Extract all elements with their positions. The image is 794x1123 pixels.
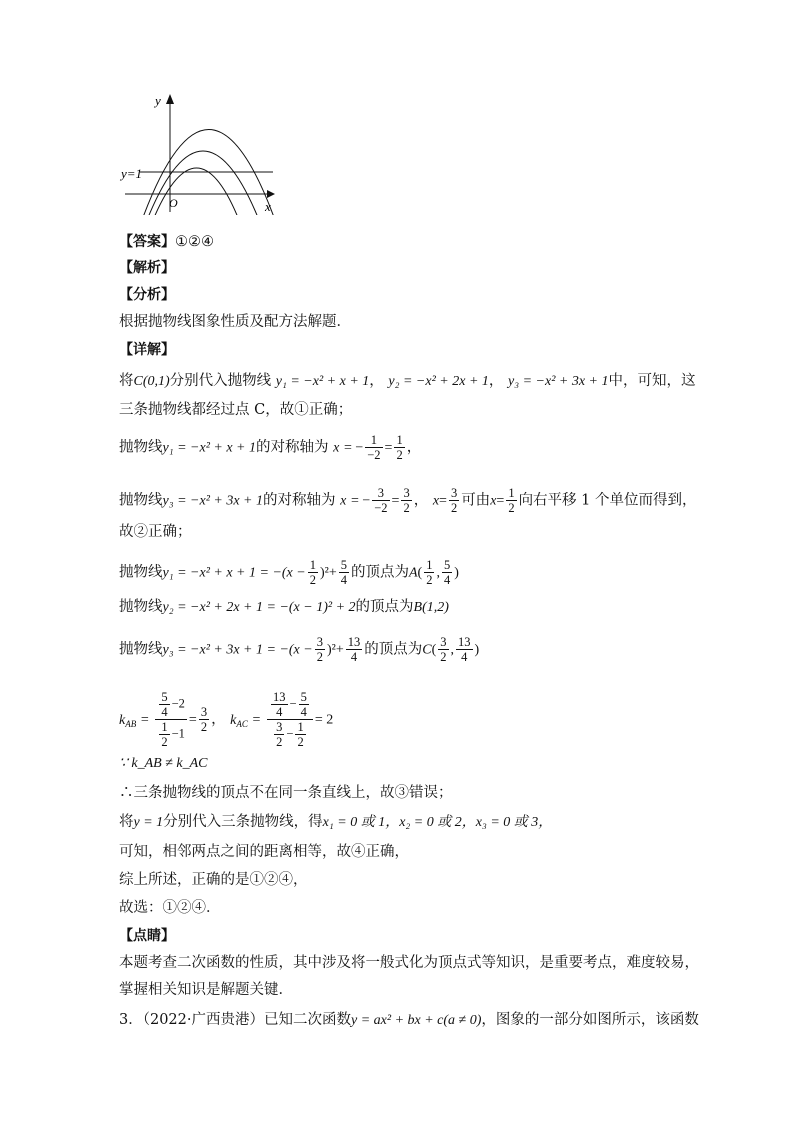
- fraction: $\frac{3}{2}$: [316, 635, 323, 664]
- detail-line-9-slopes: $k_{AB}$ = $\frac{5}{4}$ −2 $\frac{1}{2}$ −1 = $\frac{3}{2}$ ， $k_{AC}$ = $\frac{13}{4}$ − $\frac{5}{4}$ $\frac{3}{2}$ − $\frac{1}{2}$ = 2: [119, 690, 334, 749]
- detail-line-5: 故②正确；: [119, 524, 192, 540]
- fraction: $\frac{5}{4}$: [340, 558, 347, 587]
- detail-line-6: 抛物线y₁ = −x² + x + 1 = −(x − $\frac{1}{2}$ )²+ $\frac{5}{4}$ 的顶点为A( $\frac{1}{2}$ , $\frac{5}{4}$ ): [119, 558, 459, 587]
- origin-label: O: [169, 196, 178, 210]
- detail-line-12: 将y = 1分别代入三条抛物线，得x₁ = 0 或 1，x₂ = 0 或 2，x₃ = 0 或 3，: [119, 814, 553, 830]
- detail-line-7: 抛物线y₂ = −x² + 2x + 1 = −(x − 1)² + 2的顶点为B(1,2): [119, 599, 449, 615]
- detail-line-4: 抛物线y₃ = −x² + 3x + 1的对称轴为 x = − $\frac{3}{-2}$ = $\frac{3}{2}$ ， x= $\frac{3}{2}$ 可由x= $\frac{1}{2}$ 向右平移 1 个单位而得到，: [119, 486, 697, 515]
- dianjing-label: 【点睛】: [119, 928, 175, 944]
- detail-line-10: ∵ k_AB ≠ k_AC: [119, 756, 208, 771]
- fraction: $\frac{5}{4}$: [443, 558, 451, 587]
- parabola-y2: [147, 151, 259, 215]
- fraction: $\frac{13}{4}$: [458, 635, 471, 664]
- fenxi-label: 【分析】: [119, 287, 175, 303]
- analysis-heading: [119, 258, 175, 278]
- y-equals-1-label: y=1: [121, 166, 143, 181]
- fraction: $\frac{13}{4}$: [347, 635, 361, 664]
- fraction: $\frac{1}{2}$: [396, 433, 403, 462]
- x-axis-label: x: [265, 199, 271, 214]
- dianjing-heading: [119, 926, 175, 946]
- x-axis-arrow: [267, 190, 275, 198]
- analysis-label: 【解析】: [119, 260, 175, 276]
- answer-value: ①②④: [175, 234, 214, 250]
- parabola-y1: [153, 168, 239, 215]
- detail-heading: [119, 340, 175, 360]
- y-axis-label: y: [155, 93, 161, 108]
- detail-line-11: ∴三条抛物线的顶点不在同一条直线上，故③错误；: [119, 785, 453, 801]
- detail-line-13: 可知，相邻两点之间的距离相等，故④正确，: [119, 844, 409, 860]
- detail-line-1: 将C(0,1)分别代入抛物线 y₁ = −x² + x + 1， y₂ = −x² + 2x + 1， y₃ = −x² + 3x + 1中，可知，这: [119, 373, 696, 389]
- y-axis-arrow: [166, 94, 174, 104]
- point-c: C(0,1): [133, 374, 170, 389]
- parabola-figure: [115, 90, 285, 215]
- question-3: 3．（2022·广西贵港）已知二次函数y = ax² + bx + c(a ≠ 0)，图象的一部分如图所示，该函数: [119, 1012, 699, 1028]
- fraction: $\frac{3}{2}$: [440, 635, 447, 664]
- fraction: $\frac{1}{2}$: [508, 486, 515, 515]
- fraction: $\frac{5}{4}$ −2 $\frac{1}{2}$ −1: [155, 690, 187, 749]
- dianjing-text-1: 本题考查二次函数的性质，其中涉及将一般式化为顶点式等知识，是重要考点，难度较易，: [119, 955, 699, 971]
- point-b: B(1,2): [413, 600, 449, 615]
- fraction: $\frac{3}{2}$: [450, 486, 458, 515]
- fraction: $\frac{3}{2}$: [200, 705, 208, 734]
- answer-label: 【答案】: [119, 234, 175, 250]
- fenxi-heading: [119, 285, 175, 305]
- dianjing-text-2: 掌握相关知识是解题关键．: [119, 982, 293, 998]
- eq-y1: y₁ = −x² + x + 1: [275, 374, 370, 389]
- eq-y3: y₃ = −x² + 3x + 1: [508, 374, 609, 389]
- detail-label: 【详解】: [119, 342, 175, 358]
- fenxi-text: 根据抛物线图象性质及配方法解题．: [119, 314, 351, 330]
- detail-line-14: 综上所述，正确的是①②④，: [119, 872, 308, 888]
- fraction: $\frac{1}{2}$: [309, 558, 316, 587]
- answer-line: [119, 232, 214, 252]
- fraction: $\frac{1}{2}$: [426, 558, 433, 587]
- fraction: $\frac{1}{-2}$: [367, 433, 381, 462]
- fraction: $\frac{3}{2}$: [403, 486, 410, 515]
- detail-line-15: 故选：①②④．: [119, 900, 221, 916]
- detail-line-2: 三条抛物线都经过点 C，故①正确；: [119, 402, 353, 418]
- detail-line-8: 抛物线y₃ = −x² + 3x + 1 = −(x − $\frac{3}{2}$ )²+ $\frac{13}{4}$ 的顶点为C( $\frac{3}{2}$ , $\frac{13}{4}$ ): [119, 635, 480, 664]
- fraction: $\frac{13}{4}$ − $\frac{5}{4}$ $\frac{3}{2}$ − $\frac{1}{2}$: [267, 690, 313, 749]
- eq-y2: y₂ = −x² + 2x + 1: [388, 374, 489, 389]
- detail-line-3: 抛物线y₁ = −x² + x + 1的对称轴为 x = − $\frac{1}{-2}$ = $\frac{1}{2}$ ，: [119, 433, 422, 462]
- fraction: $\frac{3}{-2}$: [374, 486, 388, 515]
